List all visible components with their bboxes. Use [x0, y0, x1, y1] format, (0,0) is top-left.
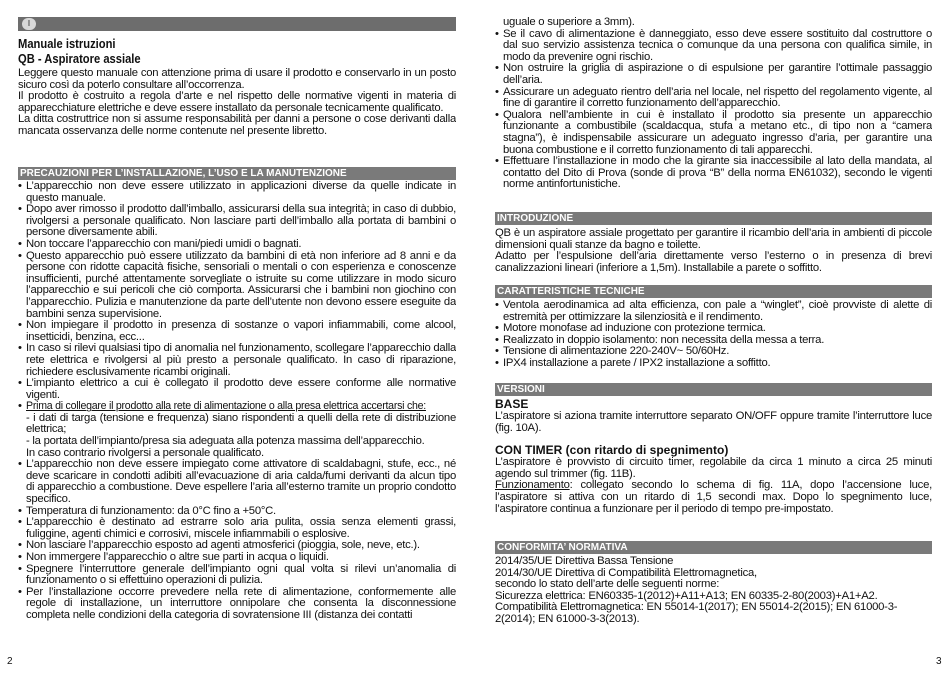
list-item: • Non toccare l’apparecchio con mani/piedi umidi o bagnati.: [18, 239, 456, 251]
base-text: L’aspiratore si aziona tramite interruttore separato ON/OFF oppure tramite l’interruttore luce (fig. 10A).: [495, 410, 932, 434]
page-number-left: 2: [7, 656, 13, 667]
function-description: : collegato secondo lo schema di fig. 11A, dopo l’accensione luce, l’aspiratore si attiva con un ritardo di 1,5 secondi max. Dopo lo spegnimento luce, l’aspiratore continua a funzionare per il periodo di tempo pre-impostato.: [495, 479, 932, 515]
list-item: • Questo apparecchio può essere utilizzato da bambini di età non inferiore ad 8 anni e da persone con ridotte capacità fisiche, sensoriali o mentali o con esperienza e conoscenze insufficienti, purché attentamente sorvegliate o istruite su come utilizzare in modo sicuro l’apparecchio e sui pericoli che ciò comporta. Assicurarsi che i bambini non giochino con l’apparecchio. Pulizia e manutenzione da parte dell’utente non devono essere eseguite da bambini senza supervisione.: [18, 251, 456, 321]
intro-paragraph: QB è un aspiratore assiale progettato per garantire il ricambio dell’aria in ambienti di piccole dimensioni quali stanze da bagno e toilette.: [495, 227, 932, 251]
product-title: QB - Aspiratore assiale: [18, 51, 141, 66]
conformity-line: 2014/35/UE Direttiva Bassa Tensione: [495, 555, 674, 567]
timer-title: CON TIMER (con ritardo di spegnimento): [495, 443, 729, 458]
list-item: • Non lasciare l’apparecchio esposto ad agenti atmosferici (pioggia, sole, neve, etc.).: [18, 540, 456, 552]
base-title: BASE: [495, 397, 529, 411]
list-item: • L’apparecchio non deve essere utilizzato in applicazioni diverse da quelle indicate in questo manuale.: [18, 181, 456, 204]
introduction-text: [495, 228, 932, 274]
list-item: • Non ostruire la griglia di aspirazione o di espulsione per garantire l’ottimale passaggio dell’aria.: [495, 63, 932, 86]
list-item: • Spegnere l’interruttore generale dell’impianto ogni qual volta si rilevi un’anomalia di funzionamento o si effettuino operazioni di pulizia.: [18, 564, 456, 587]
intro-paragraph: La ditta costruttrice non si assume responsabilità per danni a persone o cose derivanti dalla mancata osservanza delle norme contenute nel presente libretto.: [18, 113, 456, 137]
list-item: • Ventola aerodinamica ad alta efficienza, con pale a “winglet”, cioè provviste di alette di estremità per ottimizzare la silenziosità e il rendimento.: [495, 300, 932, 323]
intro-paragraph: Adatto per l’espulsione dell’aria direttamente verso l’esterno o in presenza di brevi canalizzazioni lineari (inferiore a 1,5m). Installabile a parete o soffitto.: [495, 250, 932, 274]
right-page: [495, 0, 932, 673]
list-item: • Tensione di alimentazione 220-240V~ 50/60Hz.: [495, 346, 932, 358]
list-item: • L’apparecchio è destinato ad estrarre solo aria pulita, ossia senza elementi grassi, fuliggine, agenti chimici e corrosivi, miscele infiammabili o esplosive.: [18, 517, 456, 540]
intro-text: [18, 68, 456, 138]
connect-item: - la portata dell’impianto/presa sia adeguata alla potenza massima dell’apparecchio.: [26, 435, 425, 448]
section-conformity-title: CONFORMITA’ NORMATIVA: [495, 541, 932, 554]
conformity-text: [495, 556, 932, 626]
section-technical-title: CARATTERISTICHE TECNICHE: [495, 285, 932, 298]
page-number-right: 3: [936, 656, 942, 667]
precautions-cont-list: [495, 29, 932, 191]
function-text: [495, 480, 932, 515]
list-item: • L’impianto elettrico a cui è collegato il prodotto deve essere conforme alle normative vigenti.: [18, 378, 456, 401]
list-item: • IPX4 installazione a parete / IPX2 installazione a soffitto.: [495, 358, 932, 370]
list-item: • Non immergere l’apparecchio o altre sue parti in acqua o liquidi.: [18, 552, 456, 564]
list-item: [18, 401, 456, 459]
list-item: • Realizzato in doppio isolamento: non necessita della messa a terra.: [495, 335, 932, 347]
function-label: Funzionamento: [495, 479, 570, 492]
connect-item: In caso contrario rivolgersi a personale qualificato.: [26, 446, 264, 459]
continuation-text: uguale o superiore a 3mm).: [503, 16, 635, 28]
section-precautions-title: PRECAUZIONI PER L’INSTALLAZIONE, L’USO E LA MANUTENZIONE: [18, 167, 456, 180]
section-introduction-title: INTRODUZIONE: [495, 212, 932, 225]
section-versions-title: VERSIONI: [495, 383, 932, 396]
list-item: • Temperatura di funzionamento: da 0°C fino a +50°C.: [18, 506, 456, 518]
list-item: • Non impiegare il prodotto in presenza di sostanze o vapori infiammabili, come alcool, insetticidi, benzina, ecc...: [18, 320, 456, 343]
intro-paragraph: Il prodotto è costruito a regola d’arte e nel rispetto delle normative vigenti in materia di apparecchiature elettriche e deve essere installato da personale tecnicamente qualificato.: [18, 90, 456, 114]
conformity-line: Sicurezza elettrica: EN60335-1(2012)+A11+A13; EN 60335-2-80(2003)+A1+A2.: [495, 589, 878, 602]
manual-title: Manuale istruzioni: [18, 36, 116, 51]
connect-intro: Prima di collegare il prodotto alla rete di alimentazione o alla presa elettrica accertarsi che:: [26, 400, 426, 413]
list-item: • Qualora nell’ambiente in cui è installato il prodotto sia presente un apparecchio funzionante a combustibile (scaldacqua, stufa a metano etc., di tipo non a “camera stagna”), è indispensabile assicurare un adeguato ingresso d’aria, per garantire una buona combustione e il corretto funzionamento di tali apparecchi.: [495, 110, 932, 156]
list-item: • Dopo aver rimosso il prodotto dall’imballo, assicurarsi della sua integrità; in caso di dubbio, rivolgersi a personale qualificato. Non lasciare parti dell’imballo alla portata di bambini o persone diversamente abili.: [18, 204, 456, 239]
list-item: • Motore monofase ad induzione con protezione termica.: [495, 323, 932, 335]
intro-paragraph: Leggere questo manuale con attenzione prima di usare il prodotto e conservarlo in un posto sicuro così da poterlo consultare all’occorrenza.: [18, 67, 456, 91]
list-item: • Effettuare l’installazione in modo che la girante sia inaccessibile al lato della mandata, al contatto del Dito di Prova (sonde di prova “B” della norma EN61032), secondo le vigenti norme antinfortunistiche.: [495, 156, 932, 191]
list-item: • Assicurare un adeguato rientro dell’aria nel locale, nel rispetto del regolamento vigente, al fine di garantire il corretto funzionamento dell’apparecchio.: [495, 87, 932, 110]
left-page: [18, 0, 456, 673]
list-item: • L’apparecchio non deve essere impiegato come attivatore di scaldabagni, stufe, ecc., né deve scaricare in condotti adibiti all’evacuazione di aria calda/fumi derivanti da alcun tipo di apparecchio a combustione. Deve espellere l’aria all’esterno tramite un proprio condotto specifico.: [18, 459, 456, 505]
conformity-line: secondo lo stato dell’arte delle seguenti norme:: [495, 578, 720, 591]
connect-item: - i dati di targa (tensione e frequenza) siano rispondenti a quelli della rete di distribuzione elettrica;: [26, 411, 456, 436]
language-badge: I: [22, 18, 36, 30]
conformity-line: 2014/30/UE Direttiva di Compatibilità Elettromagnetica,: [495, 566, 757, 579]
technical-list: [495, 300, 932, 370]
list-item: • Se il cavo di alimentazione è danneggiato, esso deve essere sostituito dal costruttore o dal suo servizio assistenza tecnica o comunque da una persona con qualifica simile, in modo da prevenire ogni rischio.: [495, 29, 932, 64]
conformity-line: Compatibilità Elettromagnetica: EN 55014-1(2017); EN 55014-2(2015); EN 61000-3-2(2014); EN 61000-3-3(2013).: [495, 601, 898, 625]
timer-text: L’aspiratore è provvisto di circuito timer, regolabile da circa 1 minuto a circa 25 minuti agendo sul trimmer (fig. 11B).: [495, 456, 932, 480]
list-item: • Per l’installazione occorre prevedere nella rete di alimentazione, conformemente alle regole di installazione, un interruttore onnipolare che consenta la disconnessione completa nelle condizioni della categoria di sovratensione III (distanza dei contatti: [18, 587, 456, 622]
list-item: • In caso si rilevi qualsiasi tipo di anomalia nel funzionamento, scollegare l’apparecchio dalla rete elettrica e rivolgersi al più presto a personale qualificato. In caso di riparazione, richiedere esclusivamente ricambi originali.: [18, 343, 456, 378]
precautions-list: [18, 181, 456, 622]
